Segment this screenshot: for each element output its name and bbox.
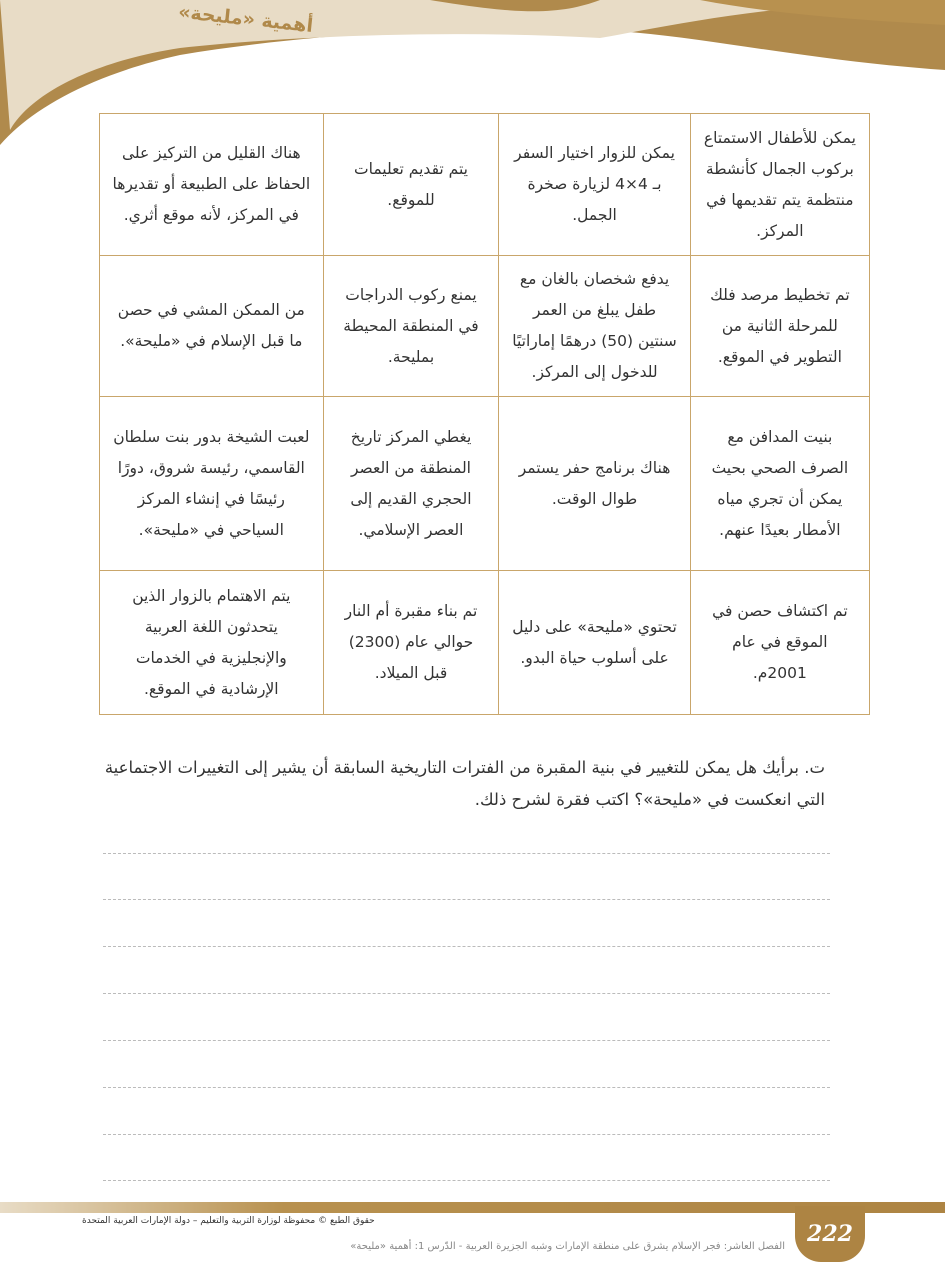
table-cell: يمنع ركوب الدراجات في المنطقة المحيطة بمليحة. — [323, 256, 499, 397]
answer-line[interactable] — [103, 1180, 830, 1181]
table-cell: يغطي المركز تاريخ المنطقة من العصر الحجري القديم إلى العصر الإسلامي. — [323, 397, 499, 571]
table-row — [100, 397, 870, 571]
table-cell: لعبت الشيخة بدور بنت سلطان القاسمي، رئيسة شروق، دورًا رئيسًا في إنشاء المركز السياحي في «مليحة». — [100, 397, 324, 571]
answer-line[interactable] — [103, 993, 830, 994]
table-cell: تم بناء مقبرة أم النار حوالي عام (2300) قبل الميلاد. — [323, 571, 499, 715]
question-text: ت. برأيك هل يمكن للتغيير في بنية المقبرة من الفترات التاريخية السابقة أن يشير إلى التغييرات الاجتماعية التي انعكست في «مليحة»؟ اكتب فقرة لشرح ذلك. — [104, 758, 825, 809]
chapter-title: الفصل العاشر: فجر الإسلام يشرق على منطقة الإمارات وشبه الجزيرة العربية - الدّرس 1: أهمية «مليحة» — [350, 1241, 785, 1252]
table-cell: يتم تقديم تعليمات للموقع. — [323, 114, 499, 256]
table-cell: يتم الاهتمام بالزوار الذين يتحدثون اللغة العربية والإنجليزية في الخدمات الإرشادية في الموقع. — [100, 571, 324, 715]
answer-line[interactable] — [103, 853, 830, 854]
table-cell: هناك برنامج حفر يستمر طوال الوقت. — [499, 397, 690, 571]
table-cell: تحتوي «مليحة» على دليل على أسلوب حياة البدو. — [499, 571, 690, 715]
page-number: 222 — [795, 1206, 865, 1262]
answer-line[interactable] — [103, 946, 830, 947]
page-title: أهمية «مليحة» — [177, 0, 315, 38]
answer-line[interactable] — [103, 1040, 830, 1041]
table-cell: من الممكن المشي في حصن ما قبل الإسلام في «مليحة». — [100, 256, 324, 397]
table-row — [100, 571, 870, 715]
table-cell: هناك القليل من التركيز على الحفاظ على الطبيعة أو تقديرها في المركز، لأنه موقع أثري. — [100, 114, 324, 256]
table-cell: بنيت المدافن مع الصرف الصحي بحيث يمكن أن تجري مياه الأمطار بعيدًا عنهم. — [690, 397, 869, 571]
table-cell: يدفع شخصان بالغان مع طفل يبلغ من العمر سنتين (50) درهمًا إماراتيًا للدخول إلى المركز. — [499, 256, 690, 397]
answer-line[interactable] — [103, 1134, 830, 1135]
table-cell: يمكن للزوار اختيار السفر بـ 4×4 لزيارة صخرة الجمل. — [499, 114, 690, 256]
copyright-text: حقوق الطبع © محفوظة لوزارة التربية والتعليم – دولة الإمارات العربية المتحدة — [82, 1216, 375, 1226]
table-cell: يمكن للأطفال الاستمتاع بركوب الجمال كأنشطة منتظمة يتم تقديمها في المركز. — [690, 114, 869, 256]
table-cell: تم اكتشاف حصن في الموقع في عام 2001م. — [690, 571, 869, 715]
table-row — [100, 114, 870, 256]
table-cell: تم تخطيط مرصد فلك للمرحلة الثانية من التطوير في الموقع. — [690, 256, 869, 397]
answer-line[interactable] — [103, 899, 830, 900]
answer-line[interactable] — [103, 1087, 830, 1088]
table-row — [100, 256, 870, 397]
facts-table — [99, 113, 870, 715]
